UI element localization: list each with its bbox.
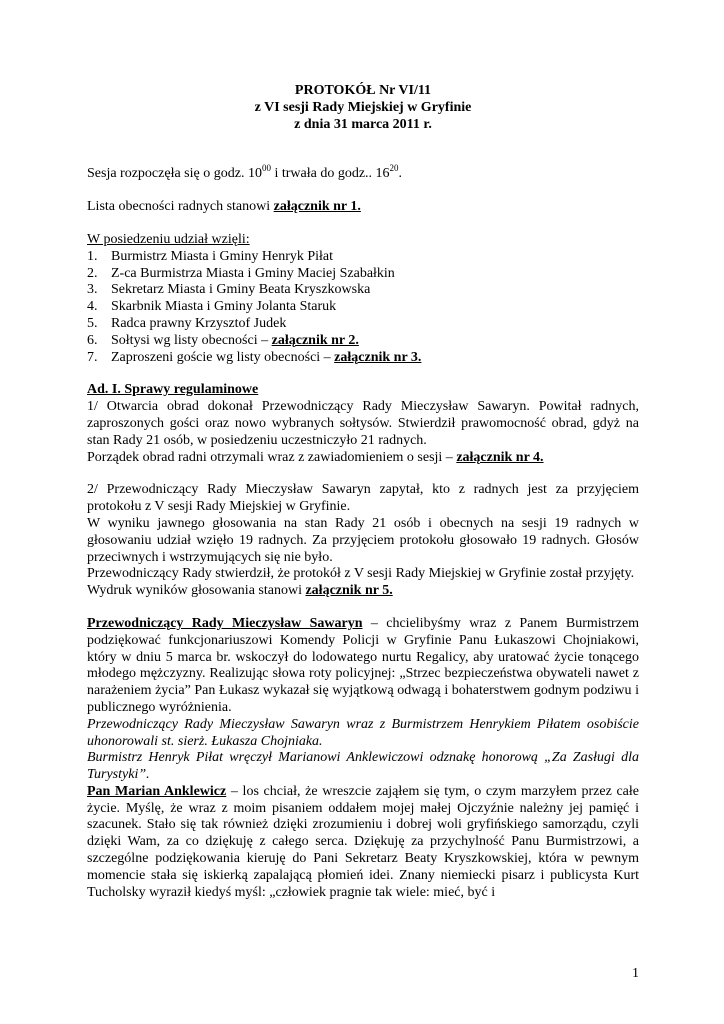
section-heading: [87, 382, 639, 399]
speech-paragraph: [87, 784, 639, 902]
participants-heading-text: W posiedzeniu udział wzięli:: [87, 231, 250, 247]
session-end-minutes: 20: [389, 163, 399, 174]
attachment-ref: załącznik nr 2.: [271, 332, 359, 348]
list-item: [87, 266, 639, 283]
document-title: [87, 83, 639, 133]
list-item: [87, 249, 639, 266]
protocol-question: 2/ Przewodniczący Rady Mieczysław Sawaryn zapytał, kto z radnych jest za przyjęciem protokołu z V sesji Rady Miejskiej w Gryfinie.: [87, 482, 639, 515]
participants-heading: [87, 232, 639, 249]
list-item-text: Sekretarz Miasta i Gminy Beata Kryszkowska: [111, 282, 371, 298]
speech-paragraph: [87, 616, 639, 717]
session-mid-text: i trwała do godz.. 16: [270, 166, 390, 182]
attendance-attachment-ref: załącznik nr 1.: [273, 199, 361, 215]
opening-paragraph: 1/ Otwarcia obrad dokonał Przewodniczący Rady Mieczysław Sawaryn. Powitał radnych, zaproszonych gości oraz nowo wybranych sołtysów. Stwierdził prawomocność obrad, gdyż na stan Rady 21 osób, w posiedzeniu uczestniczyło 21 radnych.: [87, 399, 639, 448]
list-item: [87, 282, 639, 299]
list-item-number: 4.: [87, 299, 98, 315]
list-item: [87, 316, 639, 333]
speech-text: – los chciał, że wreszcie zająłem się tym, o czym marzyłem przez całe życie. Myślę, że wraz z moim pisaniem oddałem mojej małej Ojczyźnie należny jej pamięć i szacunek. Stało się tak również dzięki zrozumieniu i dobrej woli gryfińskiego samorządu, czyli dzięki Wam, za co dziękuję z całego serca. Dziękuję za przychylność Panu Burmistrzowi, a szczególne podziękowania kieruję do Pani Sekretarz Beaty Kryszkowskiej, która w pewnym momencie stała się iskierką zapalającą płomień idei. Znany niemiecki pisarz i publicysta Kurt Tucholsky wyraził kiedyś myśl: „człowiek pragnie tak wiele: mieć, być i: [87, 783, 639, 900]
list-item: [87, 333, 639, 350]
vote-result: W wyniku jawnego głosowania na stan Rady 21 osób i obecnych na sesji 19 radnych w głosowaniu udział wzięło 19 radnych. Za przyjęciem protokołu głosowało 19 radnych. Głosów przeciwnych i wstrzymujących się nie było.: [87, 515, 639, 565]
speaker-name: Pan Marian Anklewicz: [87, 783, 227, 799]
list-item-text: Radca prawny Krzysztof Judek: [111, 315, 287, 331]
title-line-3: z dnia 31 marca 2011 r.: [294, 116, 432, 132]
list-item-text: Zaproszeni goście wg listy obecności –: [111, 349, 335, 365]
italic-note: Burmistrz Henryk Piłat wręczył Marianowi Anklewiczowi odznakę honorową „Za Zasługi dla Turystyki”.: [87, 750, 639, 783]
vote-attachment-ref: załącznik nr 5.: [305, 583, 393, 599]
speaker-name: Przewodniczący Rady Mieczysław Sawaryn: [87, 615, 363, 631]
agenda-line: [87, 450, 639, 467]
italic-note: Przewodniczący Rady Mieczysław Sawaryn wraz z Burmistrzem Henrykiem Piłatem osobiście uhonorowali st. sierż. Łukasza Chojniaka.: [87, 716, 639, 749]
list-item-number: 6.: [87, 332, 98, 348]
vote-printout-line: [87, 583, 639, 600]
protocol-accepted: Przewodniczący Rady stwierdził, że protokół z V sesji Rady Miejskiej w Gryfinie został przyjęty.: [87, 566, 635, 582]
list-item-number: 3.: [87, 282, 98, 298]
section-heading-text: Ad. I. Sprawy regulaminowe: [87, 382, 259, 398]
list-item-number: 1.: [87, 248, 98, 264]
participants-list: [87, 249, 639, 367]
page-number: 1: [632, 966, 639, 981]
speech-text: – chcielibyśmy wraz z Panem Burmistrzem podziękować funkcjonariuszowi Komendy Policji w Gryfinie Panu Łukaszowi Chojniakowi, który w dniu 5 marca br. wskoczył do lodowatego nurtu Regalicy, aby uratować życie tonącego młodego mężczyzny. Realizując słowa roty policyjnej: „Strzec bezpieczeństwa obywateli nawet z narażeniem życia” Pan Łukasz wykazał się wyjątkową odwagą i bohaterstwem godnym podziwu i publicznego wyróżnienia.: [87, 615, 639, 715]
session-time: [87, 163, 639, 183]
attendance-line: [87, 199, 639, 216]
title-line-1: PROTOKÓŁ Nr VI/11: [294, 83, 432, 98]
title-line-2: z VI sesji Rady Miejskiej w Gryfinie: [254, 99, 472, 115]
attachment-ref: załącznik nr 3.: [334, 349, 422, 365]
vote-printout-text: Wydruk wyników głosowania stanowi: [87, 583, 306, 599]
list-item-text: Sołtysi wg listy obecności –: [111, 332, 272, 348]
list-item-number: 5.: [87, 315, 98, 331]
list-item: [87, 350, 639, 367]
session-end-text: .: [398, 166, 403, 182]
list-item-text: Burmistrz Miasta i Gminy Henryk Piłat: [111, 248, 334, 264]
agenda-attachment-ref: załącznik nr 4.: [456, 449, 544, 465]
session-start-text: Sesja rozpoczęła się o godz. 10: [87, 166, 262, 182]
list-item-number: 7.: [87, 349, 98, 365]
list-item-number: 2.: [87, 265, 98, 281]
agenda-text: Porządek obrad radni otrzymali wraz z zawiadomieniem o sesji –: [87, 449, 457, 465]
document-body: [87, 83, 639, 901]
list-item-text: Skarbnik Miasta i Gminy Jolanta Staruk: [111, 299, 337, 315]
session-start-minutes: 00: [261, 163, 271, 174]
list-item-text: Z-ca Burmistrza Miasta i Gminy Maciej Szabałkin: [111, 265, 395, 281]
list-item: [87, 299, 639, 316]
attendance-text: Lista obecności radnych stanowi: [87, 199, 274, 215]
